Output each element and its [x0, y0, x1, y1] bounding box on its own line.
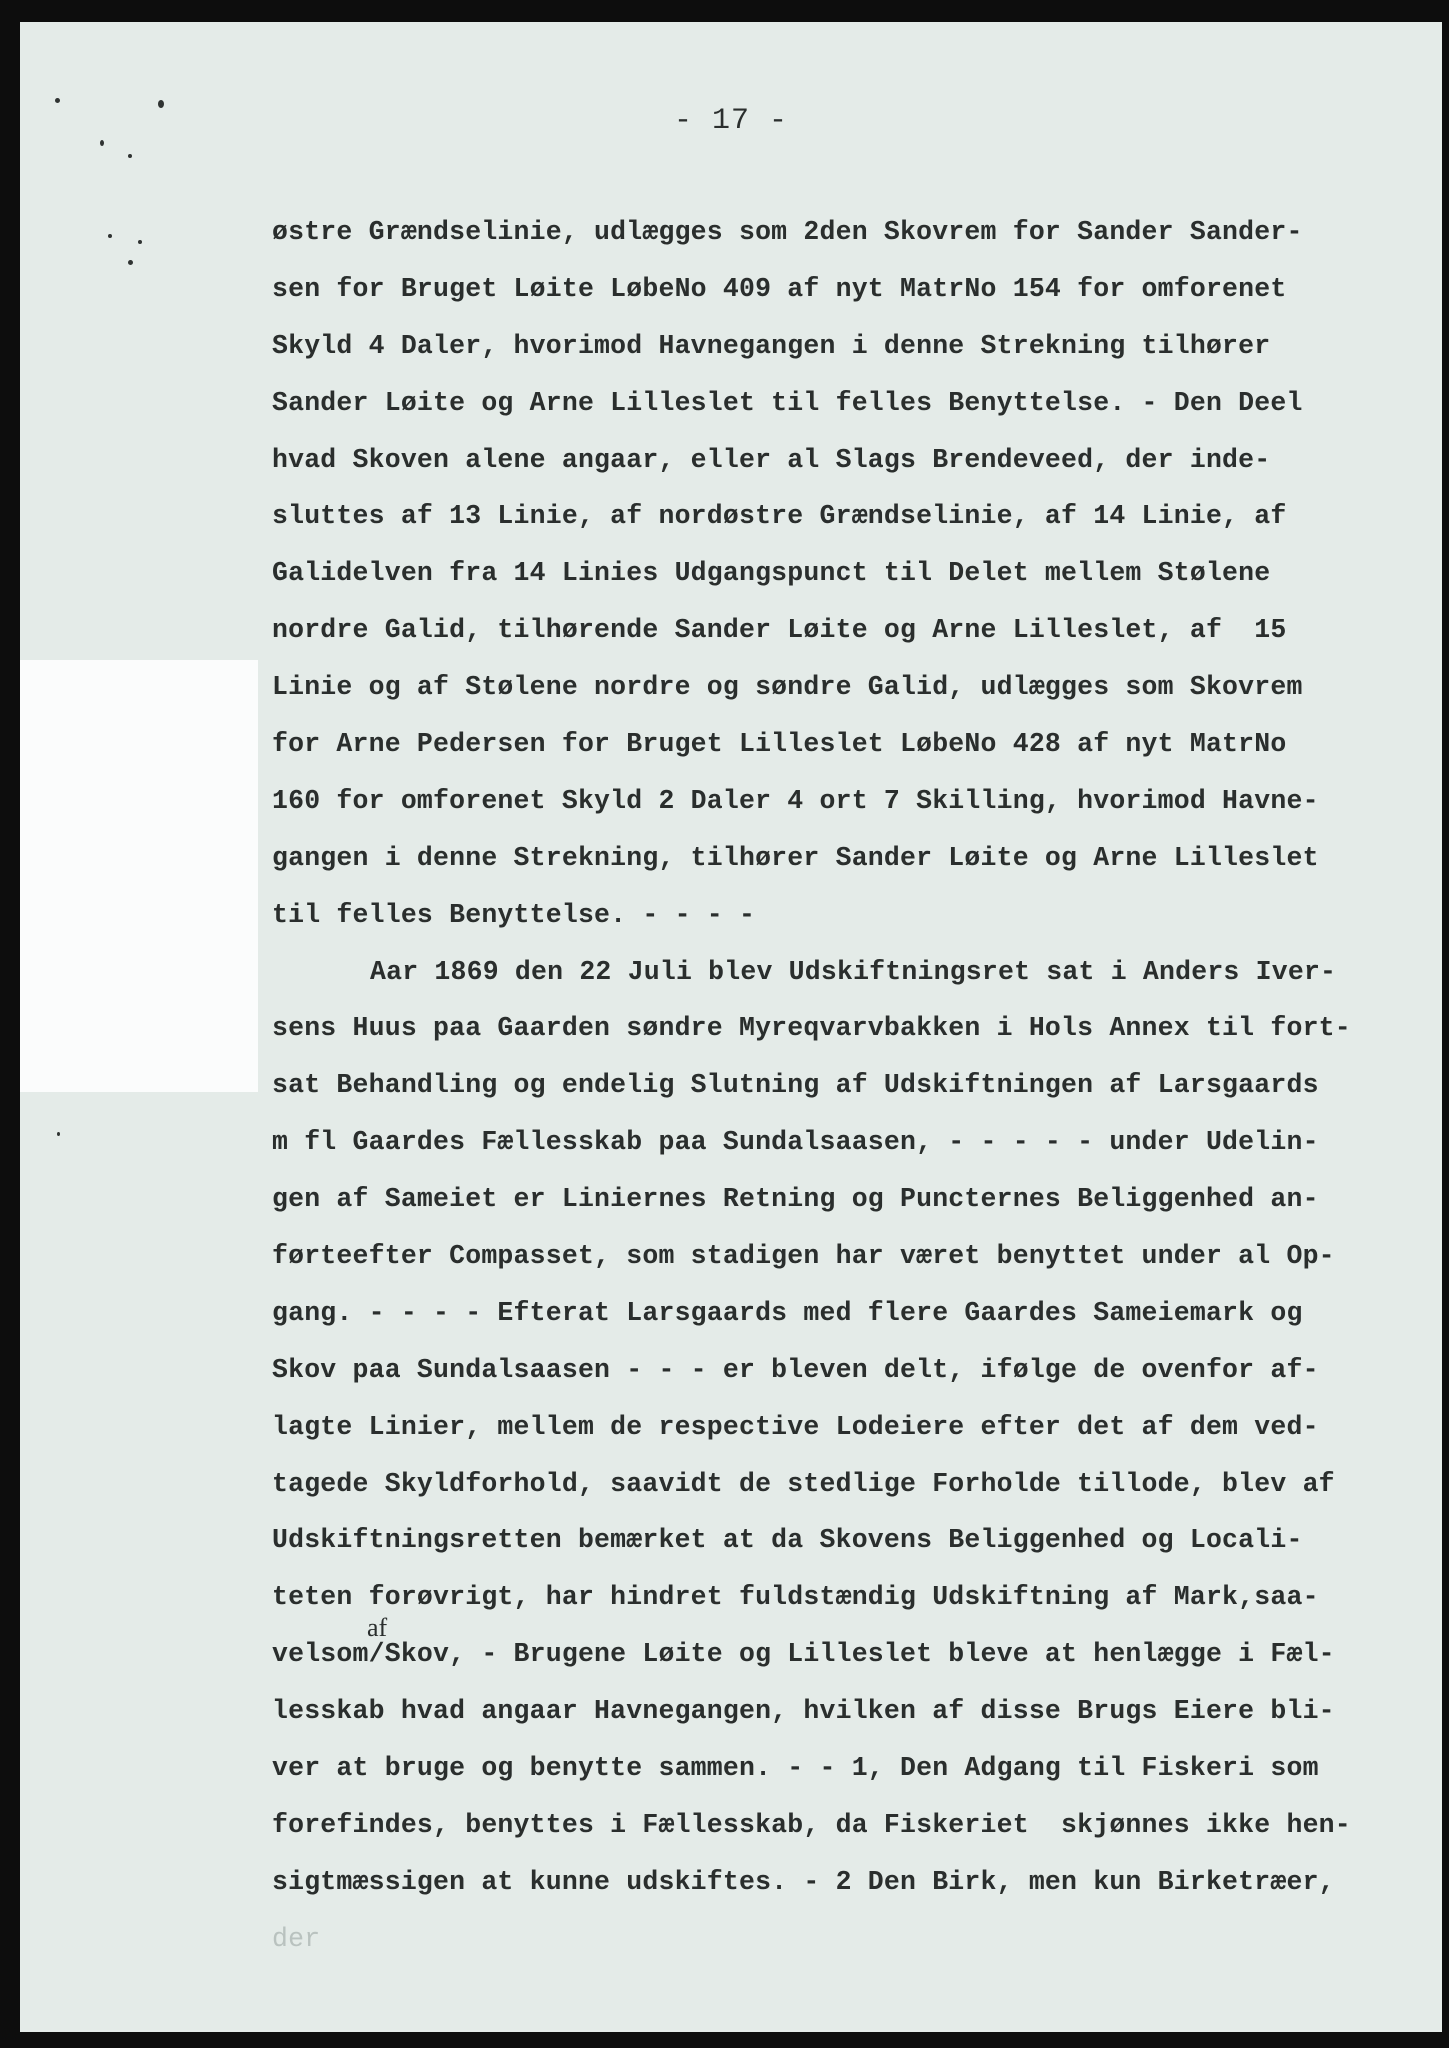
text-line: sen for Bruget Løite LøbeNo 409 af nyt MatrNo 154 for omforenet	[272, 273, 1287, 304]
stray-mark	[55, 98, 60, 103]
text-line: teten forøvrigt, har hindret fuldstændig Udskiftning af Mark,saa-	[272, 1582, 1319, 1613]
text-line: sluttes af 13 Linie, af nordøstre Grændselinie, af 14 Linie, af	[272, 501, 1287, 532]
text-line: Galidelven fra 14 Linies Udgangspunct til Delet mellem Stølene	[272, 558, 1271, 589]
stray-mark	[57, 1132, 60, 1136]
text-line: forefindes, benyttes i Fællesskab, da Fiskeriet skjønnes ikke hen-	[272, 1809, 1351, 1840]
stray-mark	[108, 234, 112, 238]
text-line: lagte Linier, mellem de respective Lodeiere efter det af dem ved-	[272, 1411, 1319, 1442]
text-line: førteefter Compasset, som stadigen har været benyttet under al Op-	[272, 1241, 1335, 1272]
page-number: - 17 -	[673, 104, 789, 138]
stray-mark	[128, 154, 132, 158]
stray-mark	[100, 140, 104, 146]
text-line: østre Grændselinie, udlægges som 2den Skovrem for Sander Sander-	[272, 217, 1303, 247]
stray-mark	[138, 240, 142, 244]
stray-mark	[128, 260, 133, 265]
text-line: sigtmæssigen at kunne udskiftes. - 2 Den Birk, men kun Birketræer,	[272, 1866, 1335, 1897]
text-line: gen af Sameiet er Liniernes Retning og Puncternes Beliggenhed an-	[272, 1184, 1319, 1215]
text-line: sens Huus paa Gaarden søndre Myreqvarvbakken i Hols Annex til fort-	[272, 1013, 1351, 1044]
text-line: tagede Skyldforhold, saavidt de stedlige Forholde tillode, blev af	[272, 1468, 1335, 1499]
white-patch	[20, 660, 258, 1092]
text-line: nordre Galid, tilhørende Sander Løite og Arne Lilleslet, af 15	[272, 615, 1287, 646]
text-line: for Arne Pedersen for Bruget Lilleslet LøbeNo 428 af nyt MatrNo	[272, 729, 1287, 760]
document-page	[20, 22, 1442, 2032]
text-line: Skov paa Sundalsaasen - - - er bleven delt, ifølge de ovenfor af-	[272, 1354, 1319, 1385]
text-line: Skyld 4 Daler, hvorimod Havnegangen i denne Strekning tilhører	[272, 330, 1271, 361]
text-line: gangen i denne Strekning, tilhører Sander Løite og Arne Lilleslet	[272, 842, 1319, 873]
text-line: sat Behandling og endelig Slutning af Udskiftningen af Larsgaards	[272, 1070, 1319, 1101]
handwritten-insertion: af	[367, 1613, 388, 1642]
text-line: Linie og af Stølene nordre og søndre Galid, udlægges som Skovrem	[272, 672, 1303, 703]
text-line: ver at bruge og benytte sammen. - - 1, Den Adgang til Fiskeri som	[272, 1753, 1319, 1784]
faint-text-line: der	[272, 1923, 321, 1954]
text-line: m fl Gaardes Fællesskab paa Sundalsaasen, - - - - - under Udelin-	[272, 1127, 1319, 1158]
text-line: Udskiftningsretten bemærket at da Skovens Beliggenhed og Locali-	[272, 1525, 1303, 1556]
text-line: gang. - - - - Efterat Larsgaards med flere Gaardes Sameiemark og	[272, 1297, 1303, 1328]
text-line: hvad Skoven alene angaar, eller al Slags Brendeveed, der inde-	[272, 444, 1271, 475]
typed-text-block	[272, 204, 1432, 1968]
text-line: velsom/Skov, - Brugene Løite og Lilleslet bleve at henlægge i Fæl-	[272, 1639, 1335, 1670]
text-line: lesskab hvad angaar Havnegangen, hvilken af disse Brugs Eiere bli-	[272, 1696, 1335, 1727]
text-line: Aar 1869 den 22 Juli blev Udskiftningsret sat i Anders Iver-	[370, 956, 1337, 987]
text-line: Sander Løite og Arne Lilleslet til felles Benyttelse. - Den Deel	[272, 387, 1303, 418]
text-line: 160 for omforenet Skyld 2 Daler 4 ort 7 Skilling, hvorimod Havne-	[272, 785, 1319, 816]
text-line: til felles Benyttelse. - - - -	[272, 899, 756, 930]
